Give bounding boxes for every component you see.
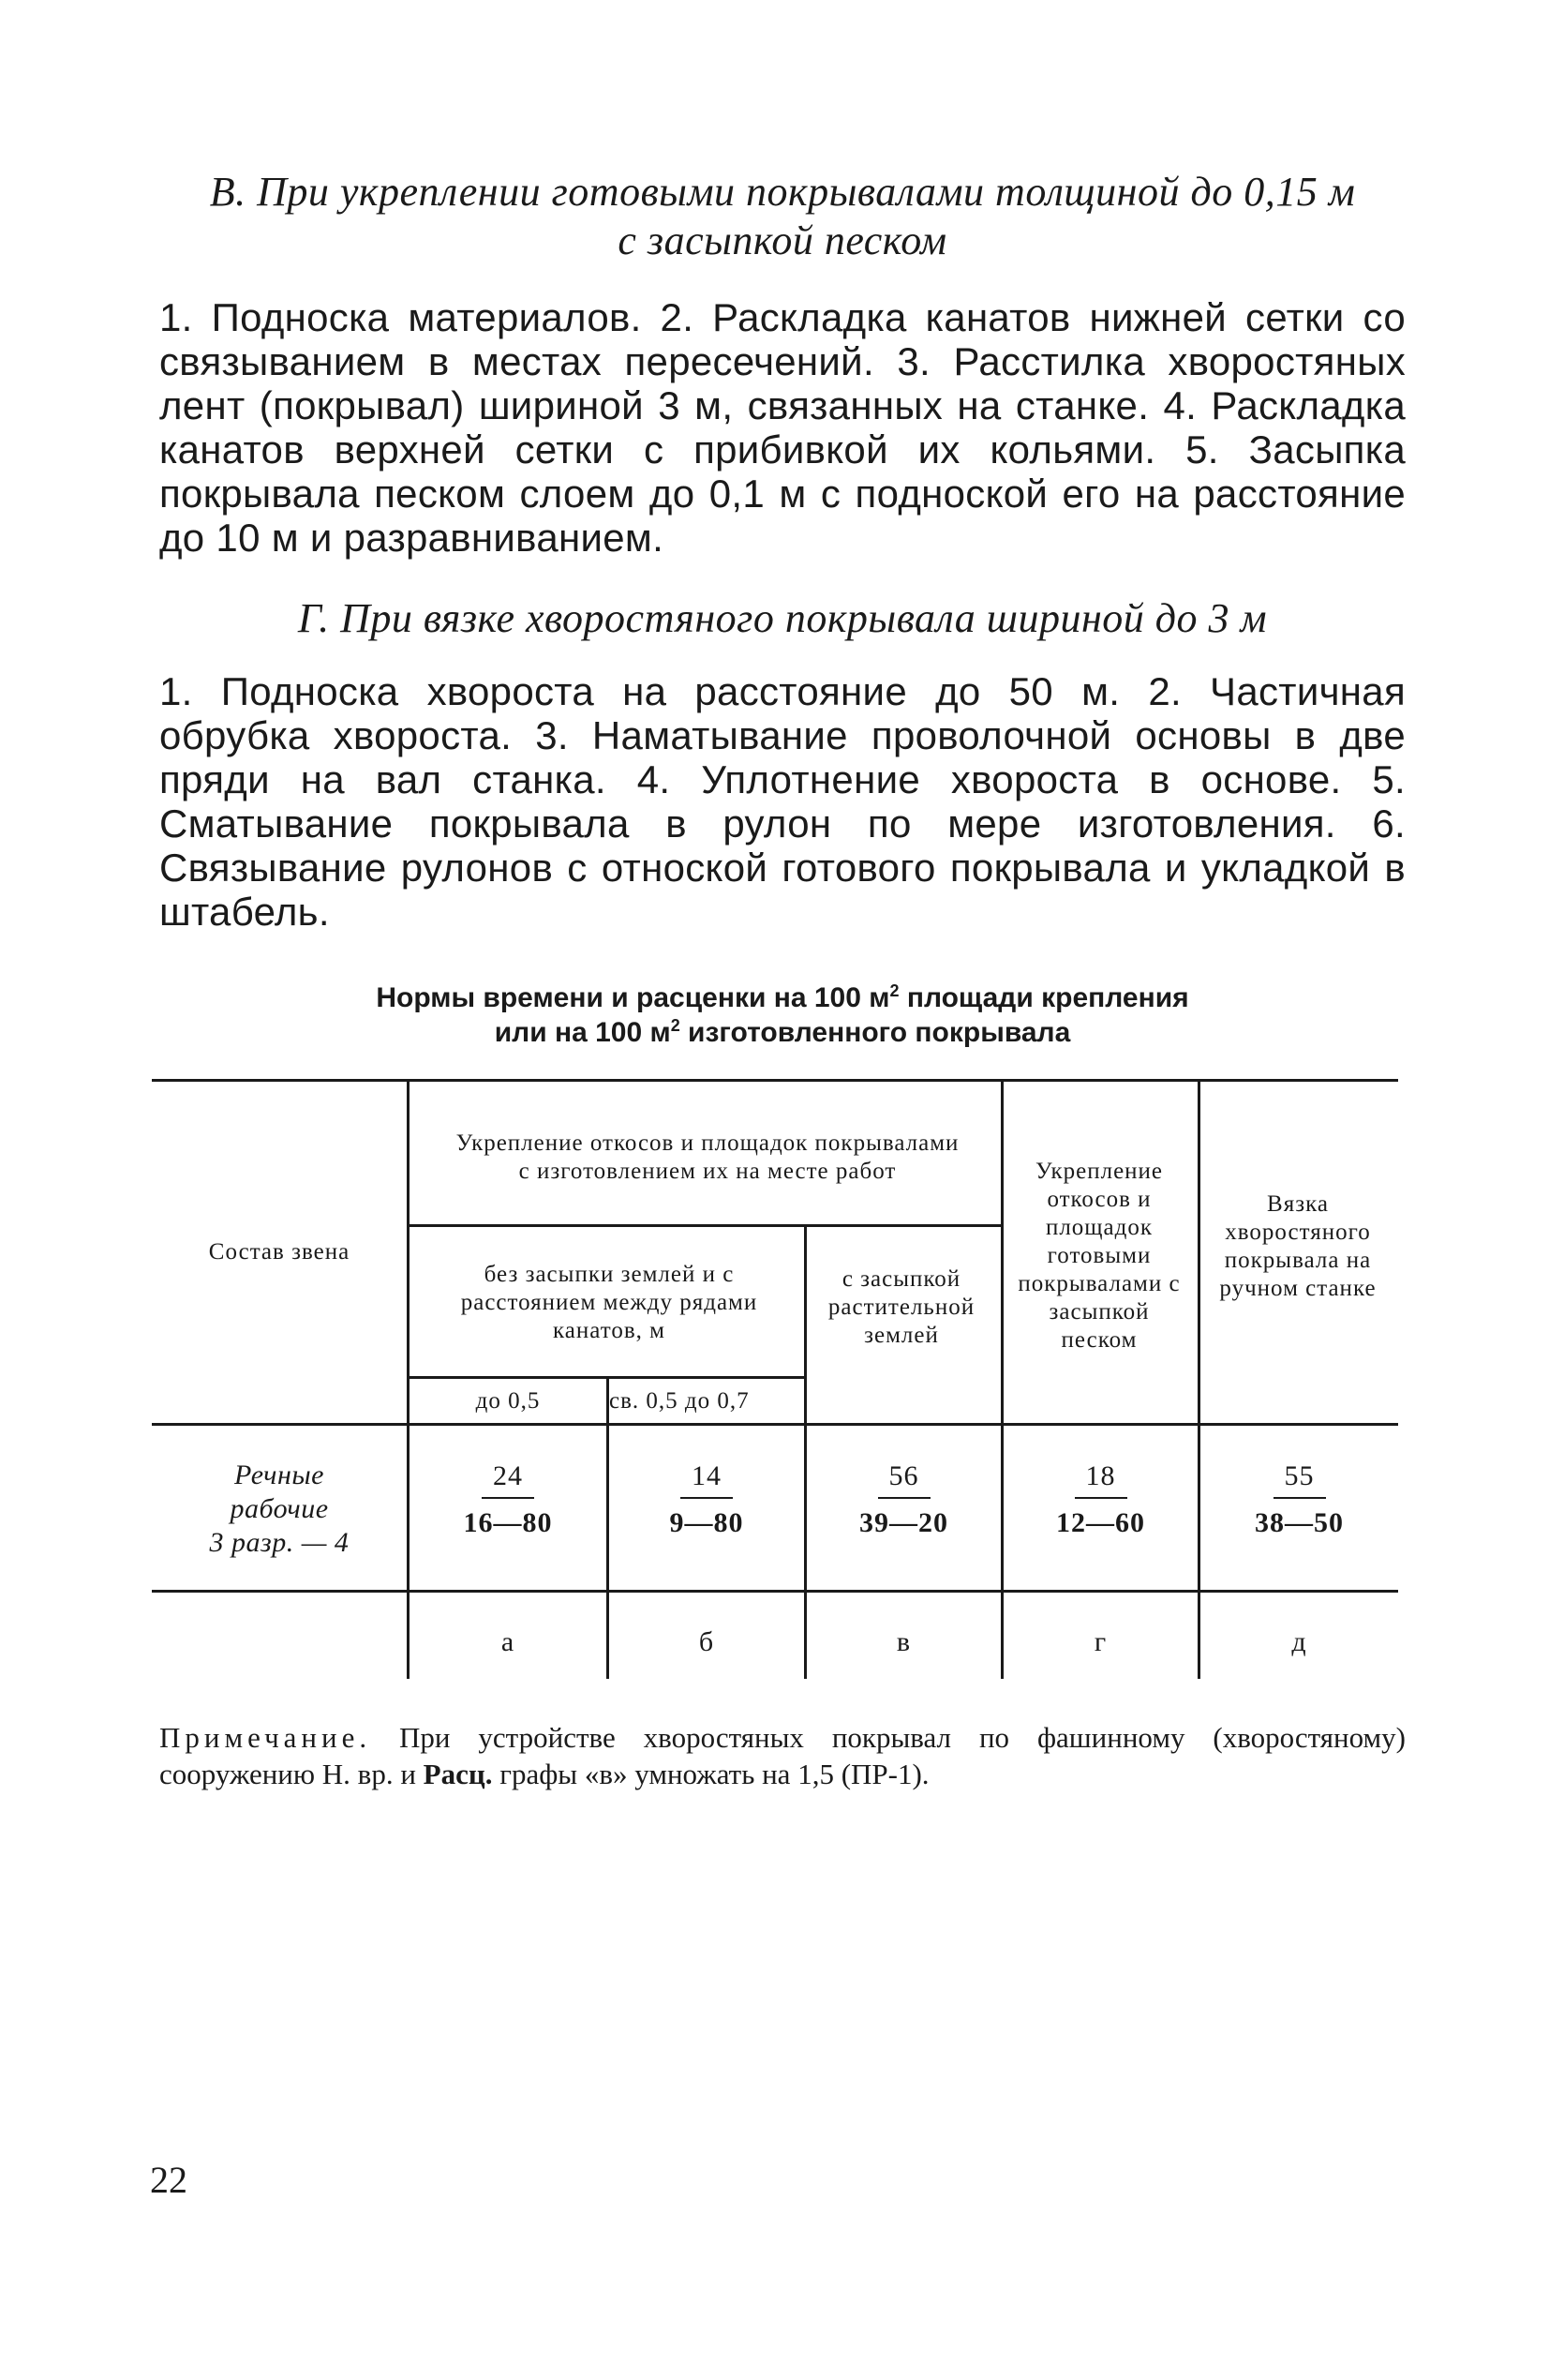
section-g-item-2: 2. Частичная обрубка хвороста. <box>159 669 1406 757</box>
table-group-rule <box>409 1224 1003 1227</box>
note-bold: Расц. <box>423 1758 493 1790</box>
note-text-a: При устройстве хворостяных покрывал по фашинному (хворостяному) сооружению Н. вр. и <box>159 1721 1406 1790</box>
table-header-rule <box>152 1423 1398 1426</box>
rate-b: 9—80 <box>669 1507 744 1538</box>
header-group-main: Укрепление откосов и площадок покрывалами с изготовлением их на месте работ <box>455 1130 960 1184</box>
value-cell-b <box>609 1453 804 1547</box>
column-letter-b: б <box>698 1626 715 1657</box>
table-vline-3 <box>804 1224 807 1679</box>
header-col-b: св. 0,5 до 0,7 <box>609 1387 750 1414</box>
note-text-b: графы «в» умножать на 1,5 (ПР-1). <box>492 1758 930 1790</box>
rate-v: 39—20 <box>859 1507 948 1538</box>
value-cell-v <box>807 1453 1001 1547</box>
caption-1-sup: 2 <box>889 981 900 1000</box>
table-vline-5 <box>1198 1079 1200 1679</box>
section-v-title-line2: с засыпкой песком <box>618 217 947 263</box>
section-g-item-5: 5. Сматывание покрывала в рулон по мере изготовления. <box>159 757 1406 846</box>
section-g-title: Г. При вязке хворостяного покрывала шириной до 3 м <box>297 595 1268 641</box>
header-no-fill: без засыпки землей и с расстоянием между рядами канатов, м <box>460 1262 758 1343</box>
value-cell-g <box>1004 1453 1198 1547</box>
section-v-item-4: 4. Раскладка канатов верхней сетки с прибивкой их кольями. <box>159 383 1406 472</box>
caption-2a: или на 100 м <box>494 1017 671 1048</box>
caption-2b: изготовленного покрывала <box>679 1017 1071 1048</box>
page-number: 22 <box>150 2159 187 2201</box>
section-v-title-line1: В. При укреплении готовыми покрывалами толщиной до 0,15 м <box>209 169 1356 215</box>
row-crew-line1: Речные <box>234 1459 324 1490</box>
header-crew: Состав звена <box>208 1239 350 1265</box>
norm-a: 24 <box>482 1458 534 1499</box>
norm-b: 14 <box>680 1458 733 1499</box>
column-letter-g: г <box>1094 1626 1108 1657</box>
table-caption-line2 <box>159 1015 1406 1050</box>
column-letter-a: а <box>500 1626 515 1657</box>
table-note <box>159 1719 1406 1792</box>
section-v-text <box>159 295 1406 560</box>
section-g-item-3: 3. Наматывание проволочной основы в две пряди на вал станка. <box>159 713 1406 801</box>
column-letter-v: в <box>896 1626 912 1657</box>
value-cell-d <box>1200 1453 1398 1547</box>
value-cell-a <box>410 1453 606 1547</box>
section-g-item-1: 1. Подноска хвороста на расстояние до 50 м. <box>159 669 1121 713</box>
table-caption-line1 <box>159 980 1406 1015</box>
caption-1b: площади крепления <box>899 982 1189 1013</box>
row-crew-line3: 3 разр. — 4 <box>209 1527 350 1558</box>
norm-d: 55 <box>1273 1458 1326 1499</box>
rate-d: 38—50 <box>1255 1507 1344 1538</box>
table-body-rule <box>152 1590 1398 1593</box>
header-col-g: Укрепление откосов и площадок готовыми покрывалами с засыпкой песком <box>1018 1159 1181 1353</box>
note-label: Примечание. <box>159 1721 372 1754</box>
section-g-item-4: 4. Уплотнение хвороста в основе. <box>636 757 1342 801</box>
caption-2-sup: 2 <box>670 1016 680 1035</box>
section-v-item-3: 3. Расстилка хворостяных лент (покрывал) шириной 3 м, связанных на станке. <box>159 339 1406 427</box>
rate-g: 12—60 <box>1056 1507 1145 1538</box>
section-v-item-5: 5. Засыпка покрывала песком слоем до 0,1 м с подноской его на расстояние до 10 м и разравниванием. <box>159 427 1406 560</box>
section-g-item-6: 6. Связывание рулонов с отноской готового покрывала и укладкой в штабель. <box>159 801 1406 934</box>
norm-g: 18 <box>1075 1458 1127 1499</box>
norm-v: 56 <box>878 1458 931 1499</box>
caption-1a: Нормы времени и расценки на 100 м <box>376 982 890 1013</box>
header-col-a: до 0,5 <box>475 1387 541 1414</box>
table-vline-4 <box>1001 1079 1004 1679</box>
header-col-v: с засыпкой растительной землей <box>827 1266 976 1348</box>
rate-a: 16—80 <box>463 1507 553 1538</box>
section-v-item-1: 1. Подноска материалов. <box>159 295 642 339</box>
column-letter-d: д <box>1291 1626 1307 1657</box>
header-col-d: Вязка хворостяного покрывала на ручном станке <box>1219 1191 1377 1301</box>
section-g-text <box>159 669 1406 934</box>
row-crew-line2: рабочие <box>230 1493 329 1524</box>
section-v-item-2: 2. Раскладка канатов нижней сетки со связыванием в местах пересечений. <box>159 295 1406 383</box>
row-crew <box>152 1444 407 1575</box>
